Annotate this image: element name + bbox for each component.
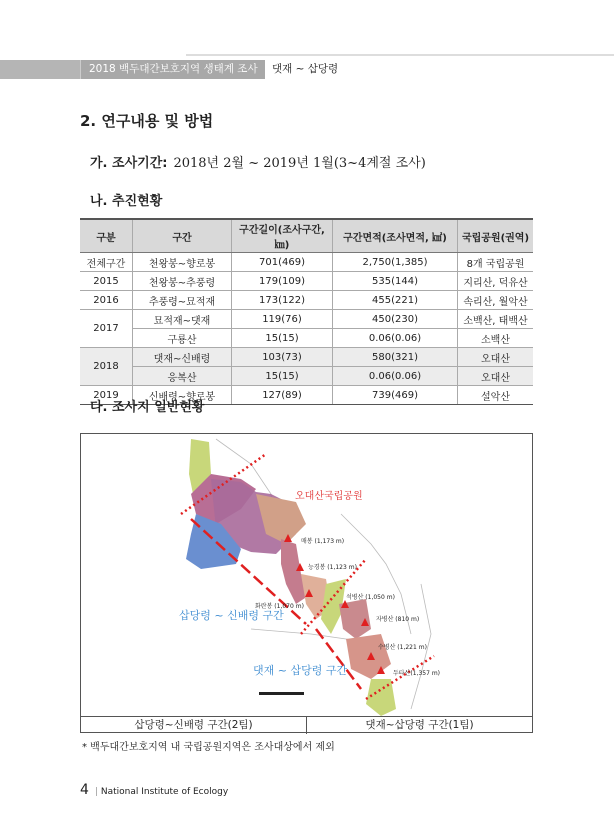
section-label: 삽당령 ~ 신배령 구간	[179, 609, 284, 622]
progress-table	[80, 218, 533, 405]
period-value: 2018년 2월 ~ 2019년 1월(3~4계절 조사)	[173, 156, 426, 171]
cell: 소백산	[458, 329, 534, 348]
cell: 2,750(1,385)	[333, 253, 458, 272]
cell: 701(469)	[232, 253, 333, 272]
cell: 천왕봉~추풍령	[133, 272, 232, 291]
table-row	[80, 310, 533, 329]
cell: 8개 국립공원	[458, 253, 534, 272]
cell: 0.06(0.06)	[333, 367, 458, 386]
table-row	[80, 367, 533, 386]
survey-map-figure	[80, 433, 533, 733]
header-rule	[186, 54, 614, 56]
cell: 오대산	[458, 367, 534, 386]
page-number: 4	[80, 782, 89, 798]
page-heading: 2. 연구내용 및 방법	[80, 112, 214, 130]
page-footer: 4 | National Institute of Ecology	[80, 782, 229, 798]
peak-label: 능경봉 (1,123 m)	[308, 564, 357, 571]
cell: 2015	[80, 272, 133, 291]
map-region	[346, 634, 391, 679]
peak-label: 수병산 (1,221 m)	[378, 644, 427, 651]
map-caption-left: 삽당령~신배령 구간(2팀)	[81, 716, 307, 734]
site-heading: 다. 조사지 일반현황	[90, 400, 205, 415]
cell: 173(122)	[232, 291, 333, 310]
map-caption-right: 댓재~삽당령 구간(1팀)	[307, 716, 532, 734]
peak-label: 자병산 (810 m)	[376, 616, 420, 623]
col-header: 구간길이(조사구간, ㎞)	[232, 219, 333, 253]
peak-label: 두타산(1,357 m)	[393, 670, 440, 677]
progress-heading: 나. 추진현황	[90, 194, 163, 209]
report-title: 2018 백두대간보호지역 생태계 조사	[80, 60, 265, 79]
cell: 2019	[80, 386, 133, 405]
section-title: 댓재 ~ 삽당령	[272, 63, 339, 75]
cell: 지리산, 덕유산	[458, 272, 534, 291]
survey-period	[90, 152, 426, 171]
cell: 댓재~신배령	[133, 348, 232, 367]
period-label: 가. 조사기간:	[90, 156, 168, 171]
table-row	[80, 291, 533, 310]
cell: 455(221)	[333, 291, 458, 310]
cell: 묘적재~댓재	[133, 310, 232, 329]
peak-label: 매봉 (1,173 m)	[301, 538, 345, 545]
map-region	[366, 679, 396, 716]
cell: 739(469)	[333, 386, 458, 405]
cell: 전체구간	[80, 253, 133, 272]
cell: 179(109)	[232, 272, 333, 291]
cell: 15(15)	[232, 329, 333, 348]
park-label: 오대산국립공원	[295, 491, 363, 502]
scale-bar	[259, 692, 304, 695]
table-row	[80, 272, 533, 291]
col-header: 구간면적(조사면적, ㎢)	[333, 219, 458, 253]
section-label: 댓재 ~ 삽당령 구간	[253, 664, 348, 677]
col-header: 구분	[80, 219, 133, 253]
cell: 580(321)	[333, 348, 458, 367]
cell: 추풍령~묘적재	[133, 291, 232, 310]
cell: 535(144)	[333, 272, 458, 291]
peak-label: 석병산 (1,050 m)	[346, 594, 395, 601]
cell: 15(15)	[232, 367, 333, 386]
cell: 구룡산	[133, 329, 232, 348]
cell: 천왕봉~향로봉	[133, 253, 232, 272]
cell: 103(73)	[232, 348, 333, 367]
cell: 2016	[80, 291, 133, 310]
cell: 2017	[80, 310, 133, 348]
footnote: * 백두대간보호지역 내 국립공원지역은 조사대상에서 제외	[82, 742, 335, 753]
cell: 속리산, 월악산	[458, 291, 534, 310]
table-row	[80, 253, 533, 272]
cell: 설악산	[458, 386, 534, 405]
cell: 450(230)	[333, 310, 458, 329]
org-name: National Institute of Ecology	[100, 787, 229, 797]
cell: 119(76)	[232, 310, 333, 329]
table-row	[80, 348, 533, 367]
peak-label: 화란봉 (1,070 m)	[255, 603, 304, 610]
table-row	[80, 329, 533, 348]
cell: 응복산	[133, 367, 232, 386]
cell: 127(89)	[232, 386, 333, 405]
col-header: 구간	[133, 219, 232, 253]
cell: 2018	[80, 348, 133, 386]
cell: 소백산, 태백산	[458, 310, 534, 329]
cell: 오대산	[458, 348, 534, 367]
col-header: 국립공원(권역)	[458, 219, 534, 253]
cell: 0.06(0.06)	[333, 329, 458, 348]
cell: 신배령~향로봉	[133, 386, 232, 405]
